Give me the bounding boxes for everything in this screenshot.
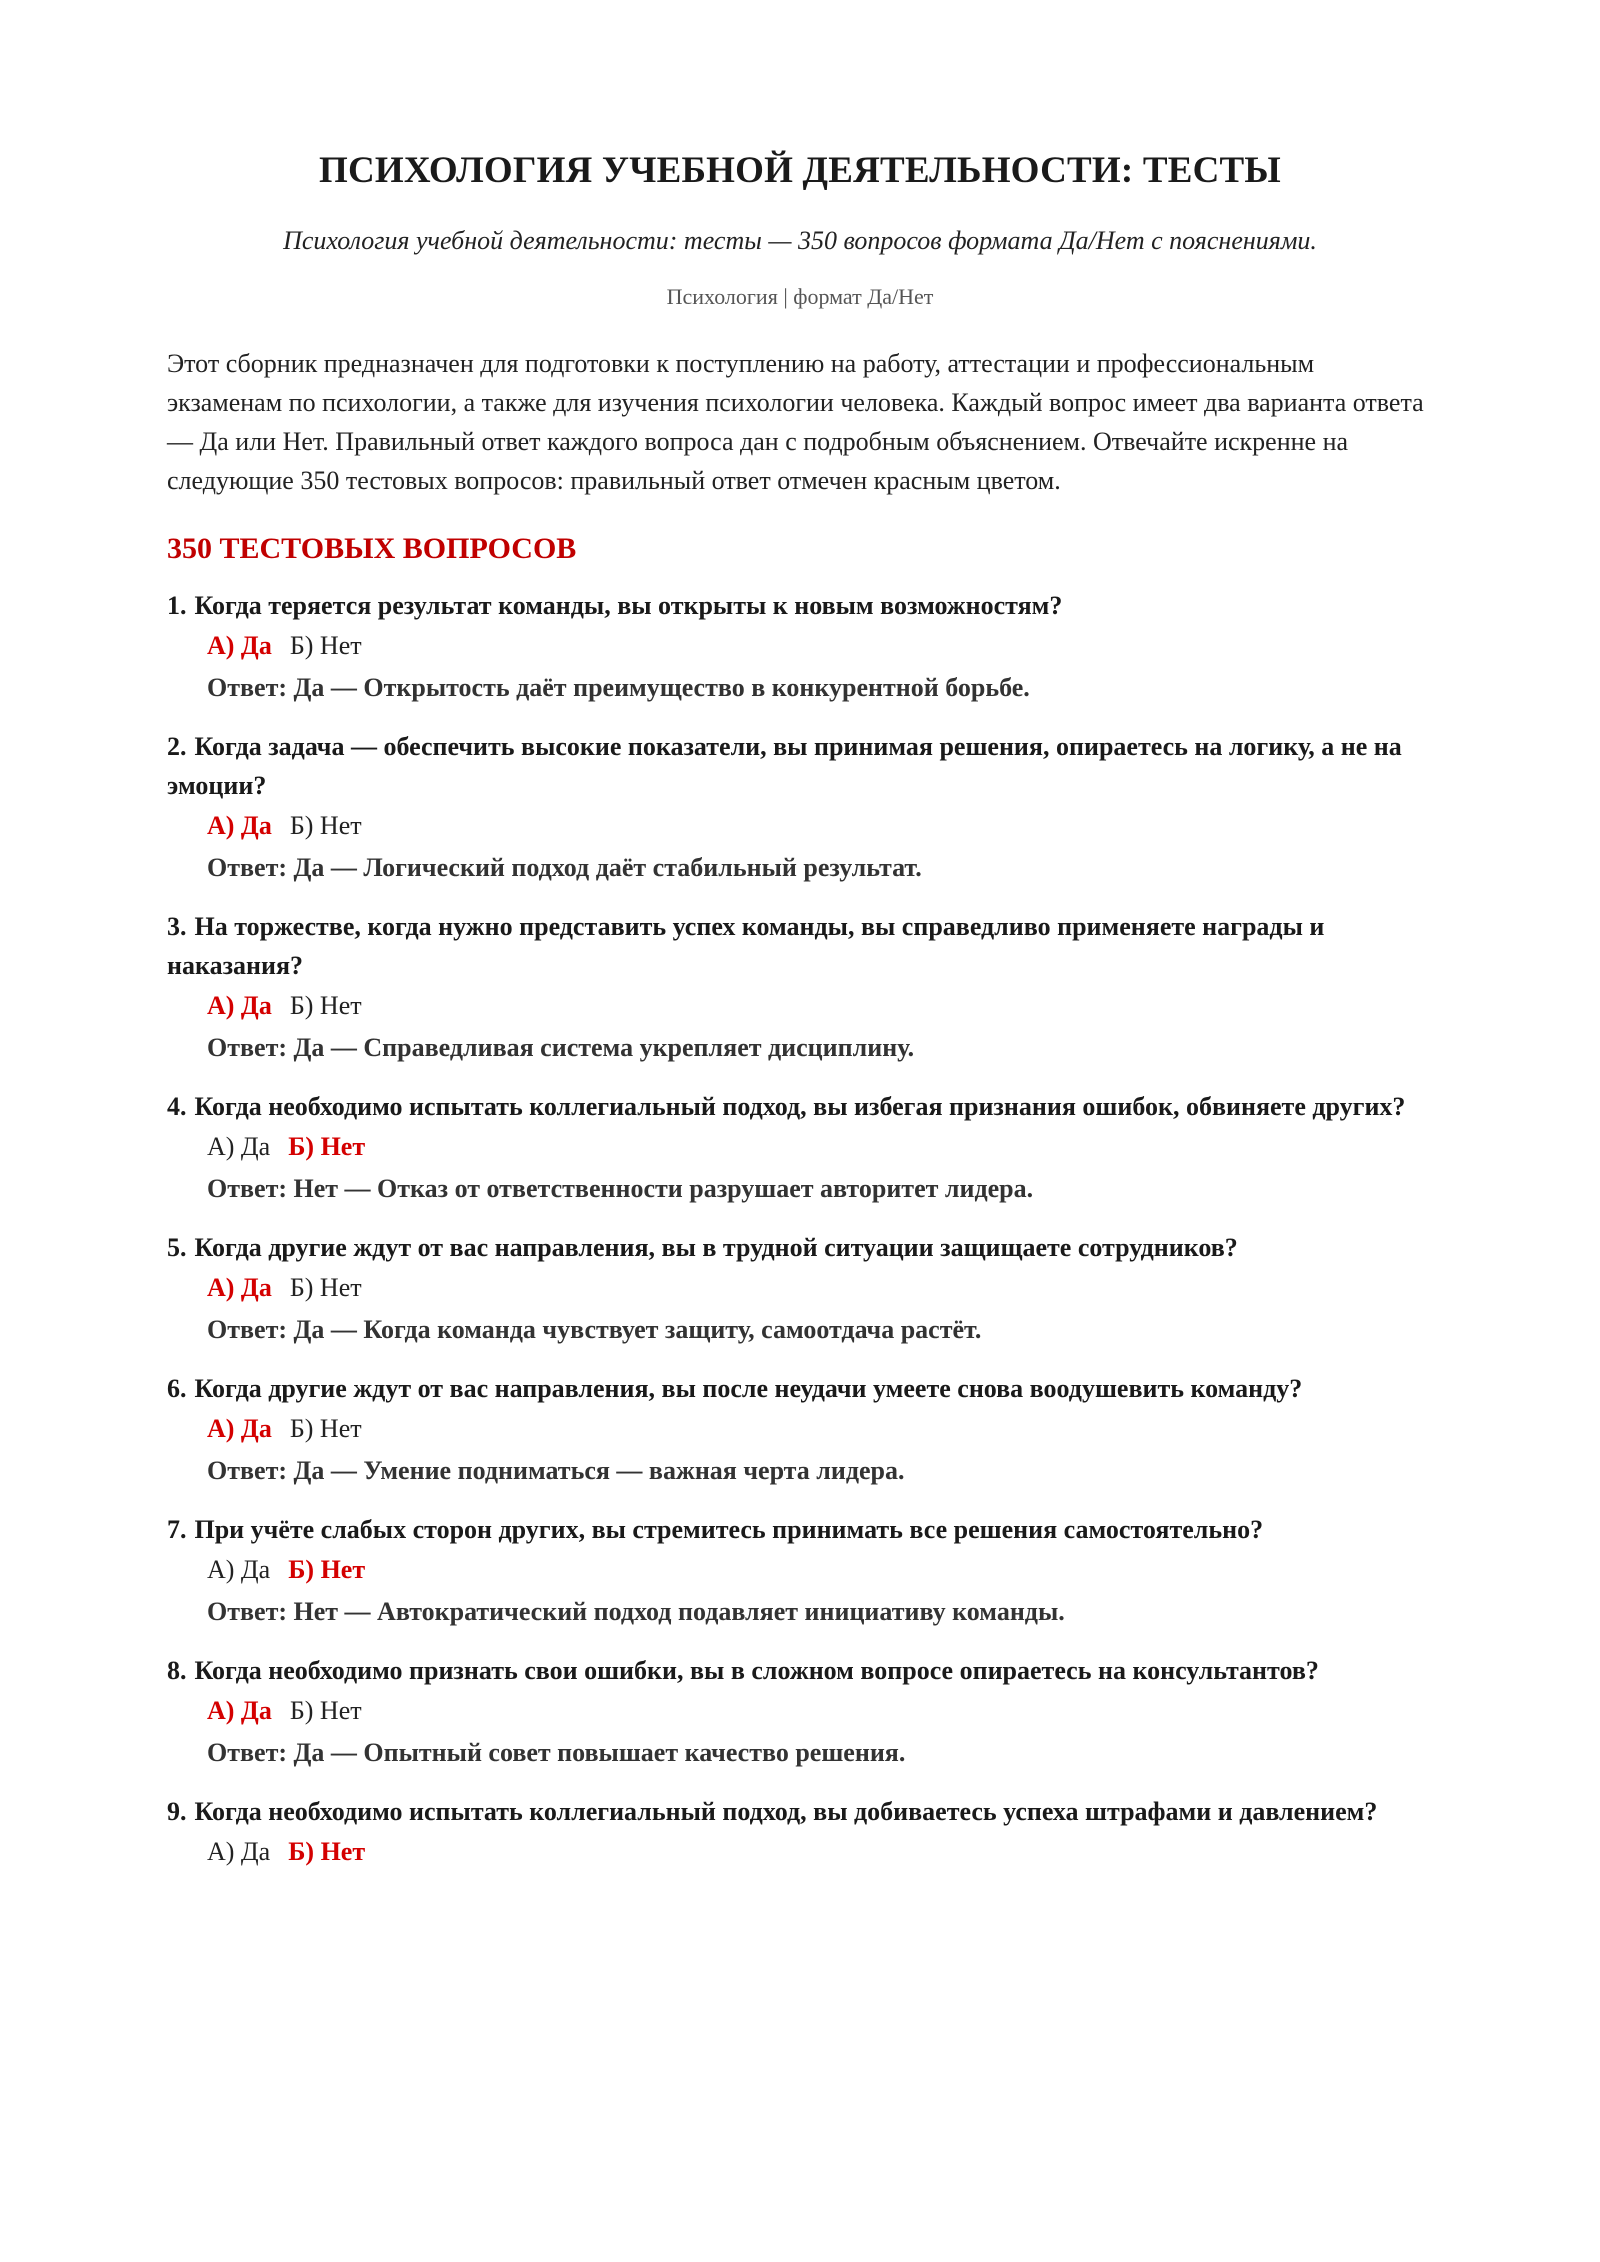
question-item [167, 727, 1433, 889]
question-number: 8. [167, 1656, 187, 1685]
option-b: Б) Нет [288, 1555, 366, 1584]
question-number: 6. [167, 1374, 187, 1403]
question-item [167, 1651, 1433, 1774]
answer-options [167, 1690, 1433, 1732]
answer-options [167, 1267, 1433, 1309]
question-item [167, 1792, 1433, 1873]
question-text [167, 1792, 1433, 1831]
question-item [167, 1228, 1433, 1351]
answer-explanation: Ответ: Да — Умение подниматься — важная черта лидера. [207, 1456, 905, 1485]
question-item [167, 586, 1433, 709]
option-b: Б) Нет [288, 1132, 366, 1161]
section-heading: 350 ТЕСТОВЫХ ВОПРОСОВ [167, 532, 577, 565]
document-title: ПСИХОЛОГИЯ УЧЕБНОЙ ДЕЯТЕЛЬНОСТИ: ТЕСТЫ [319, 150, 1281, 191]
option-a: А) Да [207, 1132, 271, 1161]
answer-options [167, 1126, 1433, 1168]
question-body: Когда задача — обеспечить высокие показатели, вы принимая решения, опираетесь на логику, а не на эмоции? [167, 732, 1402, 800]
option-b: Б) Нет [289, 1414, 362, 1443]
question-number: 5. [167, 1233, 187, 1262]
answer-options [167, 1831, 1433, 1873]
option-b: Б) Нет [289, 811, 362, 840]
question-body: Когда необходимо признать свои ошибки, вы в сложном вопросе опираетесь на консультантов? [194, 1656, 1319, 1685]
question-body: Когда необходимо испытать коллегиальный подход, вы избегая признания ошибок, обвиняете других? [194, 1092, 1406, 1121]
answer-explanation: Ответ: Нет — Отказ от ответственности разрушает авторитет лидера. [207, 1174, 1034, 1203]
question-item [167, 1087, 1433, 1210]
question-item [167, 1369, 1433, 1492]
option-b: Б) Нет [288, 1837, 366, 1866]
option-a: А) Да [207, 1273, 272, 1302]
question-text [167, 1087, 1433, 1126]
option-a: А) Да [207, 991, 272, 1020]
question-list [167, 586, 1433, 1873]
answer-explanation: Ответ: Да — Логический подход даёт стабильный результат. [207, 853, 922, 882]
question-text [167, 1228, 1433, 1267]
document-meta: Психология | формат Да/Нет [666, 284, 934, 309]
question-text [167, 1651, 1433, 1690]
question-text [167, 586, 1433, 625]
question-number: 7. [167, 1515, 187, 1544]
option-b: Б) Нет [289, 1273, 362, 1302]
question-text [167, 907, 1433, 985]
document-subtitle: Психология учебной деятельности: тесты — 350 вопросов формата Да/Нет с пояснениями. [283, 226, 1317, 255]
answer-explanation: Ответ: Да — Справедливая система укрепляет дисциплину. [207, 1033, 915, 1062]
document-intro: Этот сборник предназначен для подготовки к поступлению на работу, аттестации и профессиональным экзаменам по психологии, а также для изучения психологии человека. Каждый вопрос имеет два варианта ответа — Да или Нет. Правильный ответ каждого вопроса дан с подробным объяснением. Отвечайте искренне на следующие 350 тестовых вопросов: правильный ответ отмечен красным цветом. [167, 349, 1424, 495]
answer-explanation: Ответ: Да — Опытный совет повышает качество решения. [207, 1738, 906, 1767]
answer-options [167, 985, 1433, 1027]
question-body: Когда теряется результат команды, вы открыты к новым возможностям? [194, 591, 1063, 620]
question-item [167, 1510, 1433, 1633]
option-a: А) Да [207, 1414, 272, 1443]
option-a: А) Да [207, 1837, 271, 1866]
question-text [167, 1510, 1433, 1549]
answer-options [167, 625, 1433, 667]
question-number: 9. [167, 1797, 187, 1826]
question-body: На торжестве, когда нужно представить успех команды, вы справедливо применяете награды и наказания? [167, 912, 1325, 980]
question-number: 1. [167, 591, 187, 620]
answer-options [167, 805, 1433, 847]
question-body: При учёте слабых сторон других, вы стремитесь принимать все решения самостоятельно? [194, 1515, 1264, 1544]
question-item [167, 907, 1433, 1069]
option-a: А) Да [207, 811, 272, 840]
answer-explanation: Ответ: Нет — Автократический подход подавляет инициативу команды. [207, 1597, 1065, 1626]
option-b: Б) Нет [289, 991, 362, 1020]
answer-options [167, 1549, 1433, 1591]
option-a: А) Да [207, 1696, 272, 1725]
question-text [167, 727, 1433, 805]
option-a: А) Да [207, 631, 272, 660]
question-number: 4. [167, 1092, 187, 1121]
question-body: Когда необходимо испытать коллегиальный подход, вы добиваетесь успеха штрафами и давлением? [194, 1797, 1378, 1826]
option-b: Б) Нет [289, 1696, 362, 1725]
option-b: Б) Нет [289, 631, 362, 660]
question-text [167, 1369, 1433, 1408]
question-number: 3. [167, 912, 187, 941]
option-a: А) Да [207, 1555, 271, 1584]
question-number: 2. [167, 732, 187, 761]
question-body: Когда другие ждут от вас направления, вы после неудачи умеете снова воодушевить команду? [194, 1374, 1303, 1403]
question-body: Когда другие ждут от вас направления, вы в трудной ситуации защищаете сотрудников? [194, 1233, 1238, 1262]
answer-explanation: Ответ: Да — Открытость даёт преимущество в конкурентной борьбе. [207, 673, 1030, 702]
answer-options [167, 1408, 1433, 1450]
answer-explanation: Ответ: Да — Когда команда чувствует защиту, самоотдача растёт. [207, 1315, 982, 1344]
